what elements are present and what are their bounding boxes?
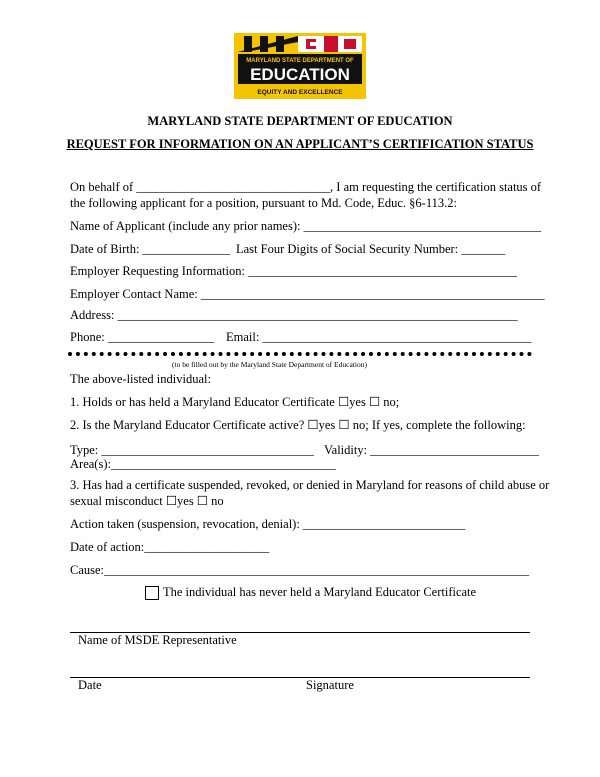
question-3-line1: 3. Has had a certificate suspended, revoked, or denied in Maryland for reasons of child abuse or [70, 478, 550, 492]
page-title: MARYLAND STATE DEPARTMENT OF EDUCATION [147, 114, 453, 128]
employer-field[interactable]: Employer Requesting Information: ___________________________________________ [70, 264, 517, 278]
representative-label: Name of MSDE Representative [78, 633, 237, 647]
date-label: Date [78, 678, 102, 692]
cause-field[interactable]: Cause:____________________________________________________________________ [70, 563, 530, 577]
page-subtitle: REQUEST FOR INFORMATION ON AN APPLICANT’S CERTIFICATION STATUS [66, 137, 534, 151]
date-of-birth-field[interactable]: Date of Birth: ______________ [70, 242, 231, 256]
msde-logo [234, 33, 366, 99]
ssn-last-four-field[interactable]: Last Four Digits of Social Security Number: _______ [236, 242, 506, 256]
address-field[interactable]: Address: ________________________________________________________________ [70, 308, 518, 322]
question-1[interactable]: 1. Holds or has held a Maryland Educator Certificate ☐yes ☐ no; [70, 395, 400, 409]
never-held-label: The individual has never held a Maryland Educator Certificate [163, 585, 477, 599]
certificate-validity-field[interactable]: Validity: ___________________________ [324, 443, 539, 457]
on-behalf-line2: the following applicant for a position, pursuant to Md. Code, Educ. §6-113.2: [70, 196, 457, 210]
msde-intro: The above-listed individual: [70, 372, 211, 386]
logo-line2: EDUCATION [250, 65, 350, 84]
phone-field[interactable]: Phone: _________________ [70, 330, 215, 344]
certificate-type-field[interactable]: Type: __________________________________ [70, 443, 314, 457]
email-field[interactable]: Email: ___________________________________________ [226, 330, 532, 344]
question-2[interactable]: 2. Is the Maryland Educator Certificate active? ☐yes ☐ no; If yes, complete the following: [70, 418, 526, 432]
signature-label: Signature [306, 678, 354, 692]
date-signature-line[interactable] [70, 677, 530, 678]
certificate-areas-field[interactable]: Area(s):____________________________________ [70, 457, 336, 471]
maryland-flag-icon [234, 33, 366, 99]
date-of-action-field[interactable]: Date of action:____________________ [70, 540, 270, 554]
logo-tagline: EQUITY AND EXCELLENCE [257, 89, 343, 96]
on-behalf-line1[interactable]: On behalf of _______________________________, I am requesting the certification status of [70, 180, 542, 194]
action-taken-field[interactable]: Action taken (suspension, revocation, denial): __________________________ [70, 517, 466, 531]
msde-note: (to be filled out by the Maryland State Department of Education) [172, 360, 367, 369]
question-3-line2[interactable]: sexual misconduct ☐yes ☐ no [70, 494, 224, 508]
applicant-name-field[interactable]: Name of Applicant (include any prior names): ______________________________________ [70, 219, 542, 233]
employer-contact-field[interactable]: Employer Contact Name: _______________________________________________________ [70, 287, 545, 301]
never-held-checkbox[interactable] [145, 586, 159, 600]
section-divider [68, 352, 532, 356]
logo-line1: MARYLAND STATE DEPARTMENT OF [246, 58, 354, 64]
